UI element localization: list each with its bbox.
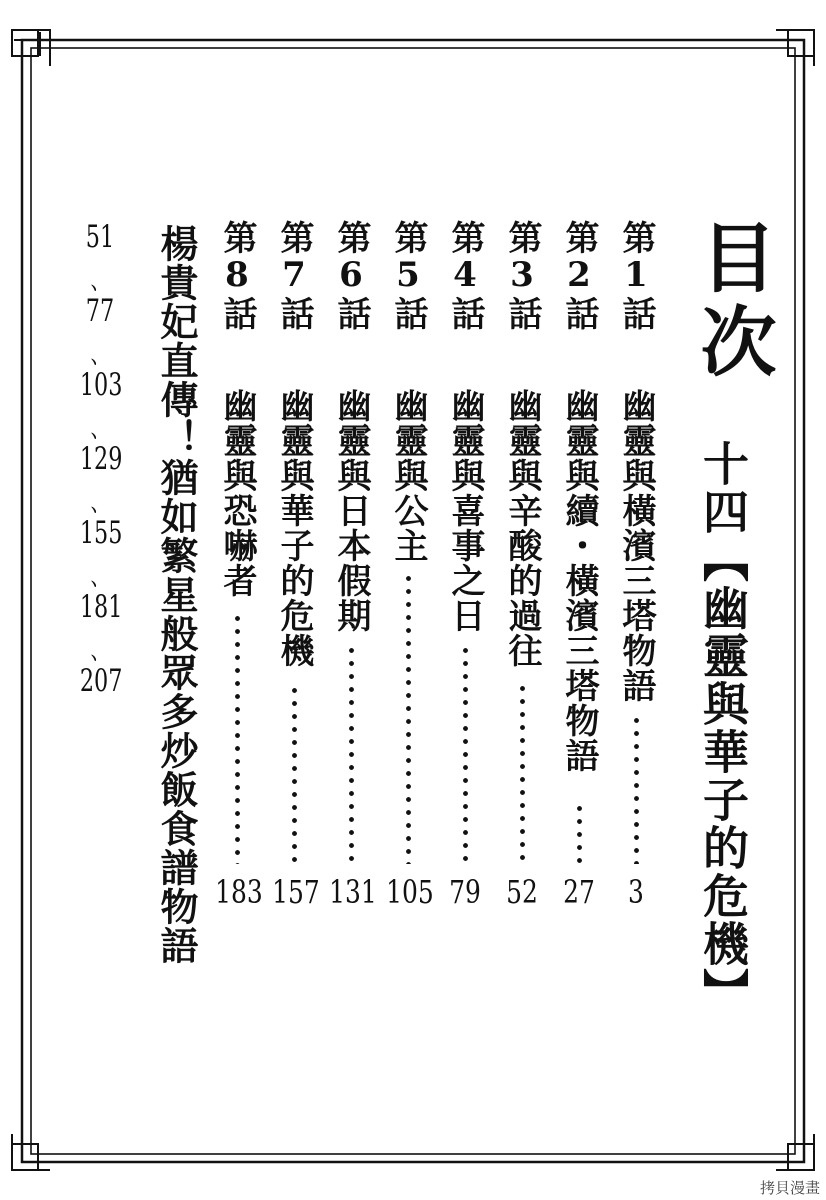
chapter-number: 第8話	[217, 220, 257, 331]
page-separator: 、	[90, 266, 110, 296]
chapter-page: 27	[563, 873, 595, 911]
chapter-title: 幽靈與華子的危機	[274, 388, 314, 668]
chapter-title: 幽靈與辛酸的過往	[502, 388, 542, 668]
page-separator: 、	[90, 414, 110, 444]
chapter-number: 第4話	[445, 220, 485, 331]
chapter-number: 第3話	[502, 220, 542, 331]
chapter-number: 第2話	[559, 220, 599, 331]
chapter-page: 183	[215, 873, 263, 911]
extra-page: 181	[79, 589, 123, 625]
chapter-title: 幽靈與喜事之日	[445, 388, 485, 633]
extra-page-list	[72, 219, 128, 710]
volume-title: 十四【幽靈與華子的危機】	[696, 440, 750, 1016]
chapter-page: 157	[272, 873, 320, 911]
chapter-page: 3	[628, 873, 644, 911]
chapter-number: 第5話	[388, 220, 428, 331]
page-separator: 、	[90, 488, 110, 518]
extra-page: 51	[85, 219, 115, 255]
chapter-page: 105	[386, 873, 434, 911]
watermark: 拷貝漫畫	[759, 1179, 820, 1197]
chapter-title: 幽靈與公主	[388, 388, 428, 563]
toc-heading: 目次	[688, 218, 777, 386]
page-separator: 、	[90, 636, 110, 666]
dot-leader	[292, 684, 297, 864]
chapter-page: 52	[506, 873, 538, 911]
dot-leader	[235, 612, 240, 864]
dot-leader	[349, 644, 354, 864]
extra-page: 155	[79, 515, 123, 551]
chapter-number: 第1話	[616, 220, 656, 331]
chapter-page: 131	[329, 873, 377, 911]
chapter-title: 幽靈與日本假期	[331, 388, 371, 633]
dot-leader	[634, 714, 639, 864]
dot-leader	[520, 682, 525, 864]
page-separator: 、	[90, 562, 110, 592]
extra-page: 129	[79, 441, 123, 477]
chapter-title: 幽靈與續・橫濱三塔物語	[559, 388, 599, 773]
dot-leader	[406, 572, 411, 864]
chapter-title: 幽靈與恐嚇者	[217, 388, 257, 598]
dot-leader	[463, 644, 468, 864]
page-separator: 、	[90, 340, 110, 370]
chapter-title: 幽靈與橫濱三塔物語	[616, 388, 656, 703]
extra-page: 207	[79, 663, 123, 699]
extra-page: 77	[85, 293, 115, 329]
chapter-page: 79	[449, 873, 481, 911]
chapter-number: 第6話	[331, 220, 371, 331]
extra-title: 楊貴妃直傳！猶如繁星般眾多炒飯食譜物語	[154, 224, 199, 965]
dot-leader	[577, 802, 582, 864]
chapter-number: 第7話	[274, 220, 314, 331]
extra-page: 103	[79, 367, 123, 403]
